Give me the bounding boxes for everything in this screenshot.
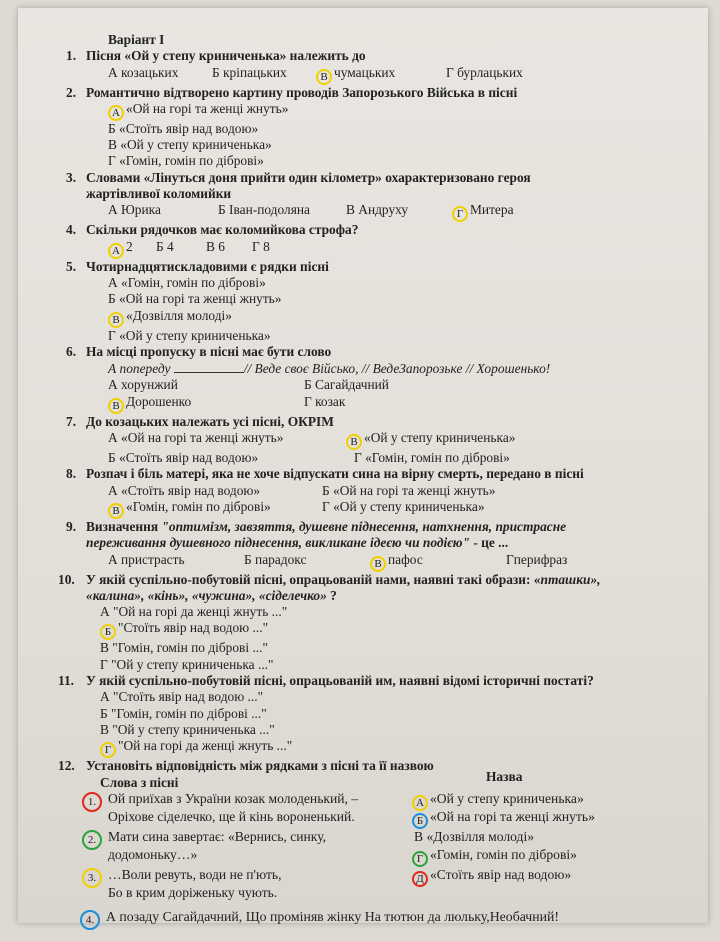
option-b: Б "Стоїть явір над водою ..." (100, 620, 696, 640)
option-b: Б «Ой на горі та женці жнуть» (322, 482, 496, 498)
question-11 (58, 673, 696, 758)
song-titles-column (412, 791, 712, 885)
option-a: А 2 (108, 239, 156, 259)
question-1 (66, 48, 696, 84)
answer-circle: Б (412, 813, 428, 829)
question-number: 5. (66, 258, 77, 274)
option-d: Г 8 (252, 238, 270, 254)
option-d: Г "Ой у степу криниченька ..." (100, 656, 274, 672)
question-text-cont: «калина», «кінь», «чужина», «сіделечко» ? (86, 587, 337, 603)
title-a: А «Ой у степу криниченька» (412, 791, 712, 809)
option-d: Г бурлацьких (446, 64, 523, 80)
question-5 (66, 259, 696, 344)
option-d: Г «Гомін, гомін по діброві» (108, 153, 264, 169)
option-c: В Андруху (346, 202, 409, 218)
title-b: Б «Ой на горі та женці жнуть» (412, 809, 712, 829)
question-text: На місці пропуску в пісні має бути слово (86, 343, 332, 359)
question-text: Пісня «Ой у степу криниченька» належить до (86, 48, 366, 64)
option-c: В чумацьких (316, 65, 446, 85)
song-line-2-cont: додомоньку…» (108, 846, 198, 862)
matching-block (86, 791, 696, 941)
option-c: В "Гомін, гомін по діброві ..." (100, 640, 268, 656)
title-c: В «Дозвілля молоді» (414, 828, 535, 844)
option-b: Б «Ой на горі та женці жнуть» (108, 291, 282, 307)
option-a: А козацьких (108, 64, 179, 80)
number-circle-red: 1. (82, 792, 102, 812)
question-number: 12. (58, 758, 75, 774)
question-6 (66, 344, 696, 414)
option-c: В "Ой у степу криниченька ..." (100, 721, 275, 737)
option-c: В 6 (206, 238, 225, 254)
test-content (58, 32, 696, 930)
question-text: Романтично відтворено картину проводів Запорозького Війська в пісні (86, 84, 518, 100)
option-c: В пафос (370, 552, 506, 572)
question-number: 7. (66, 413, 77, 429)
question-number: 1. (66, 48, 77, 64)
right-column-header: Назва (486, 768, 523, 784)
answer-circle: А (108, 105, 124, 121)
number-circle-yellow: 3. (82, 868, 102, 888)
option-a: А «Ой на горі та женці жнуть» (108, 430, 284, 446)
question-text: До козацьких належать усі пісні, ОКРІМ (86, 413, 334, 429)
option-c: В «Ой у степу криниченька» (346, 430, 515, 450)
answer-circle: В (108, 503, 124, 519)
answer-circle: В (370, 556, 386, 572)
option-d: Г Митера (452, 202, 514, 222)
paper-sheet (18, 8, 708, 926)
option-d: Г козак (304, 393, 346, 409)
question-10 (58, 572, 696, 673)
blank-line (174, 360, 244, 373)
question-number: 11. (58, 673, 74, 689)
question-number: 8. (66, 466, 77, 482)
option-c: В «Ой у степу криниченька» (108, 137, 272, 153)
option-c: В Дорошенко (108, 394, 304, 414)
answer-circle: Д (412, 871, 428, 887)
question-2 (66, 85, 696, 170)
song-line: А попереду // Веде своє Військо, // ВедеЗапорозьке // Хорошенько! (108, 361, 551, 377)
song-line-3-cont: Бо в крим доріженьку чують. (108, 884, 278, 900)
option-a: А «Гомін, гомін по діброві» (108, 274, 266, 290)
question-text-cont: жартівливої коломийки (86, 186, 232, 202)
title-d: Г «Гомін, гомін по діброві» (412, 847, 712, 867)
question-number: 3. (66, 169, 77, 185)
song-line-1: 1. Ой приїхав з України козак молоденький, – (82, 791, 412, 809)
question-4 (66, 222, 696, 258)
question-number: 10. (58, 571, 75, 587)
number-circle-green: 2. (82, 830, 102, 850)
answer-circle: В (108, 312, 124, 328)
question-9 (66, 519, 696, 572)
answer-circle: В (316, 69, 332, 85)
song-line-2: 2. Мати сина завертає: «Вернись, синку, (82, 829, 412, 847)
option-a: А Юрика (108, 202, 161, 218)
number-circle-blue: 4. (80, 910, 100, 930)
option-b: Б «Стоїть явір над водою» (108, 120, 259, 136)
option-d: Г «Ой у степу криниченька» (322, 498, 485, 514)
question-7 (66, 414, 696, 467)
option-b: Б Іван-подоляна (218, 202, 310, 218)
question-number: 4. (66, 222, 77, 238)
option-a: А "Стоїть явір над водою ..." (100, 689, 264, 705)
question-text: Скільки рядочков має коломийкова строфа? (86, 222, 359, 238)
left-column-header: Слова з пісні (100, 774, 179, 790)
question-text: У якій суспільно-побутовій пісні, опрацьованій им, наявні відомі історичні постаті? (86, 673, 594, 689)
title-e: Д «Стоїть явір над водою» (412, 867, 712, 885)
question-text: Визначення "оптимізм, завзяття, душевне піднесення, натхнення, пристрасне (86, 518, 567, 534)
option-b: Б «Стоїть явір над водою» (108, 450, 259, 466)
answer-circle: В (346, 434, 362, 450)
option-a: А хорунжий (108, 377, 178, 393)
option-c: В «Дозвілля молоді» (108, 308, 696, 328)
variant-title: Варіант І (108, 32, 165, 47)
answer-circle: В (108, 398, 124, 414)
question-text-cont: переживання душевного піднесення, викликане ідеєю чи подією" - це ... (86, 535, 509, 551)
song-lines-column (82, 791, 412, 903)
question-text: Чотирнадцятискладовими є рядки пісні (86, 258, 329, 274)
option-b: Б парадокс (244, 551, 307, 567)
option-b: Б кріпацьких (212, 64, 287, 80)
song-line-1-cont: Оріхове сіделечко, ще й кінь вороненький. (108, 808, 355, 824)
option-d: Гперифраз (506, 551, 568, 567)
option-d: Г "Ой на горі да женці жнуть ..." (100, 738, 696, 758)
option-b: Б Сагайдачний (304, 377, 389, 393)
option-a: А пристрасть (108, 551, 185, 567)
answer-circle: Г (100, 742, 116, 758)
option-c: В «Гомін, гомін по діброві» (108, 499, 322, 519)
question-text: Установіть відповідність між рядками з пісні та її назвою (86, 758, 434, 774)
question-3 (66, 170, 696, 223)
question-12 (58, 758, 696, 929)
question-text: Словами «Лінуться доня прийти один кілометр» охарактеризовано героя (86, 169, 531, 185)
question-number: 6. (66, 343, 77, 359)
question-number: 2. (66, 84, 77, 100)
option-b: Б 4 (156, 238, 174, 254)
answer-circle: А (108, 243, 124, 259)
song-line-3: 3. …Воли ревуть, води не п'ють, (82, 867, 412, 885)
question-number: 9. (66, 518, 77, 534)
question-8 (66, 466, 696, 519)
question-text: У якій суспільно-побутовій пісні, опрацьованій нами, наявні такі образи: «пташки», (86, 571, 601, 587)
option-d: Г «Ой у степу криниченька» (108, 327, 271, 343)
question-text: Розпач і біль матері, яка не хоче відпускати сина на вірну смерть, передано в пісні (86, 466, 584, 482)
answer-circle: Г (452, 206, 468, 222)
answer-circle: Г (412, 851, 428, 867)
answer-circle: Б (100, 624, 116, 640)
option-d: Г «Гомін, гомін по діброві» (354, 450, 510, 466)
option-a: А "Ой на горі да женці жнуть ..." (100, 604, 288, 620)
answer-circle: А (412, 795, 428, 811)
song-line-4: 4. А позаду Сагайдачний, Що проміняв жінку На тютюн да люльку,Необачний! (80, 909, 696, 930)
option-a: А «Ой на горі та женці жнуть» (108, 101, 696, 121)
option-a: А «Стоїть явір над водою» (108, 482, 261, 498)
option-b: Б "Гомін, гомін по діброві ..." (100, 705, 267, 721)
